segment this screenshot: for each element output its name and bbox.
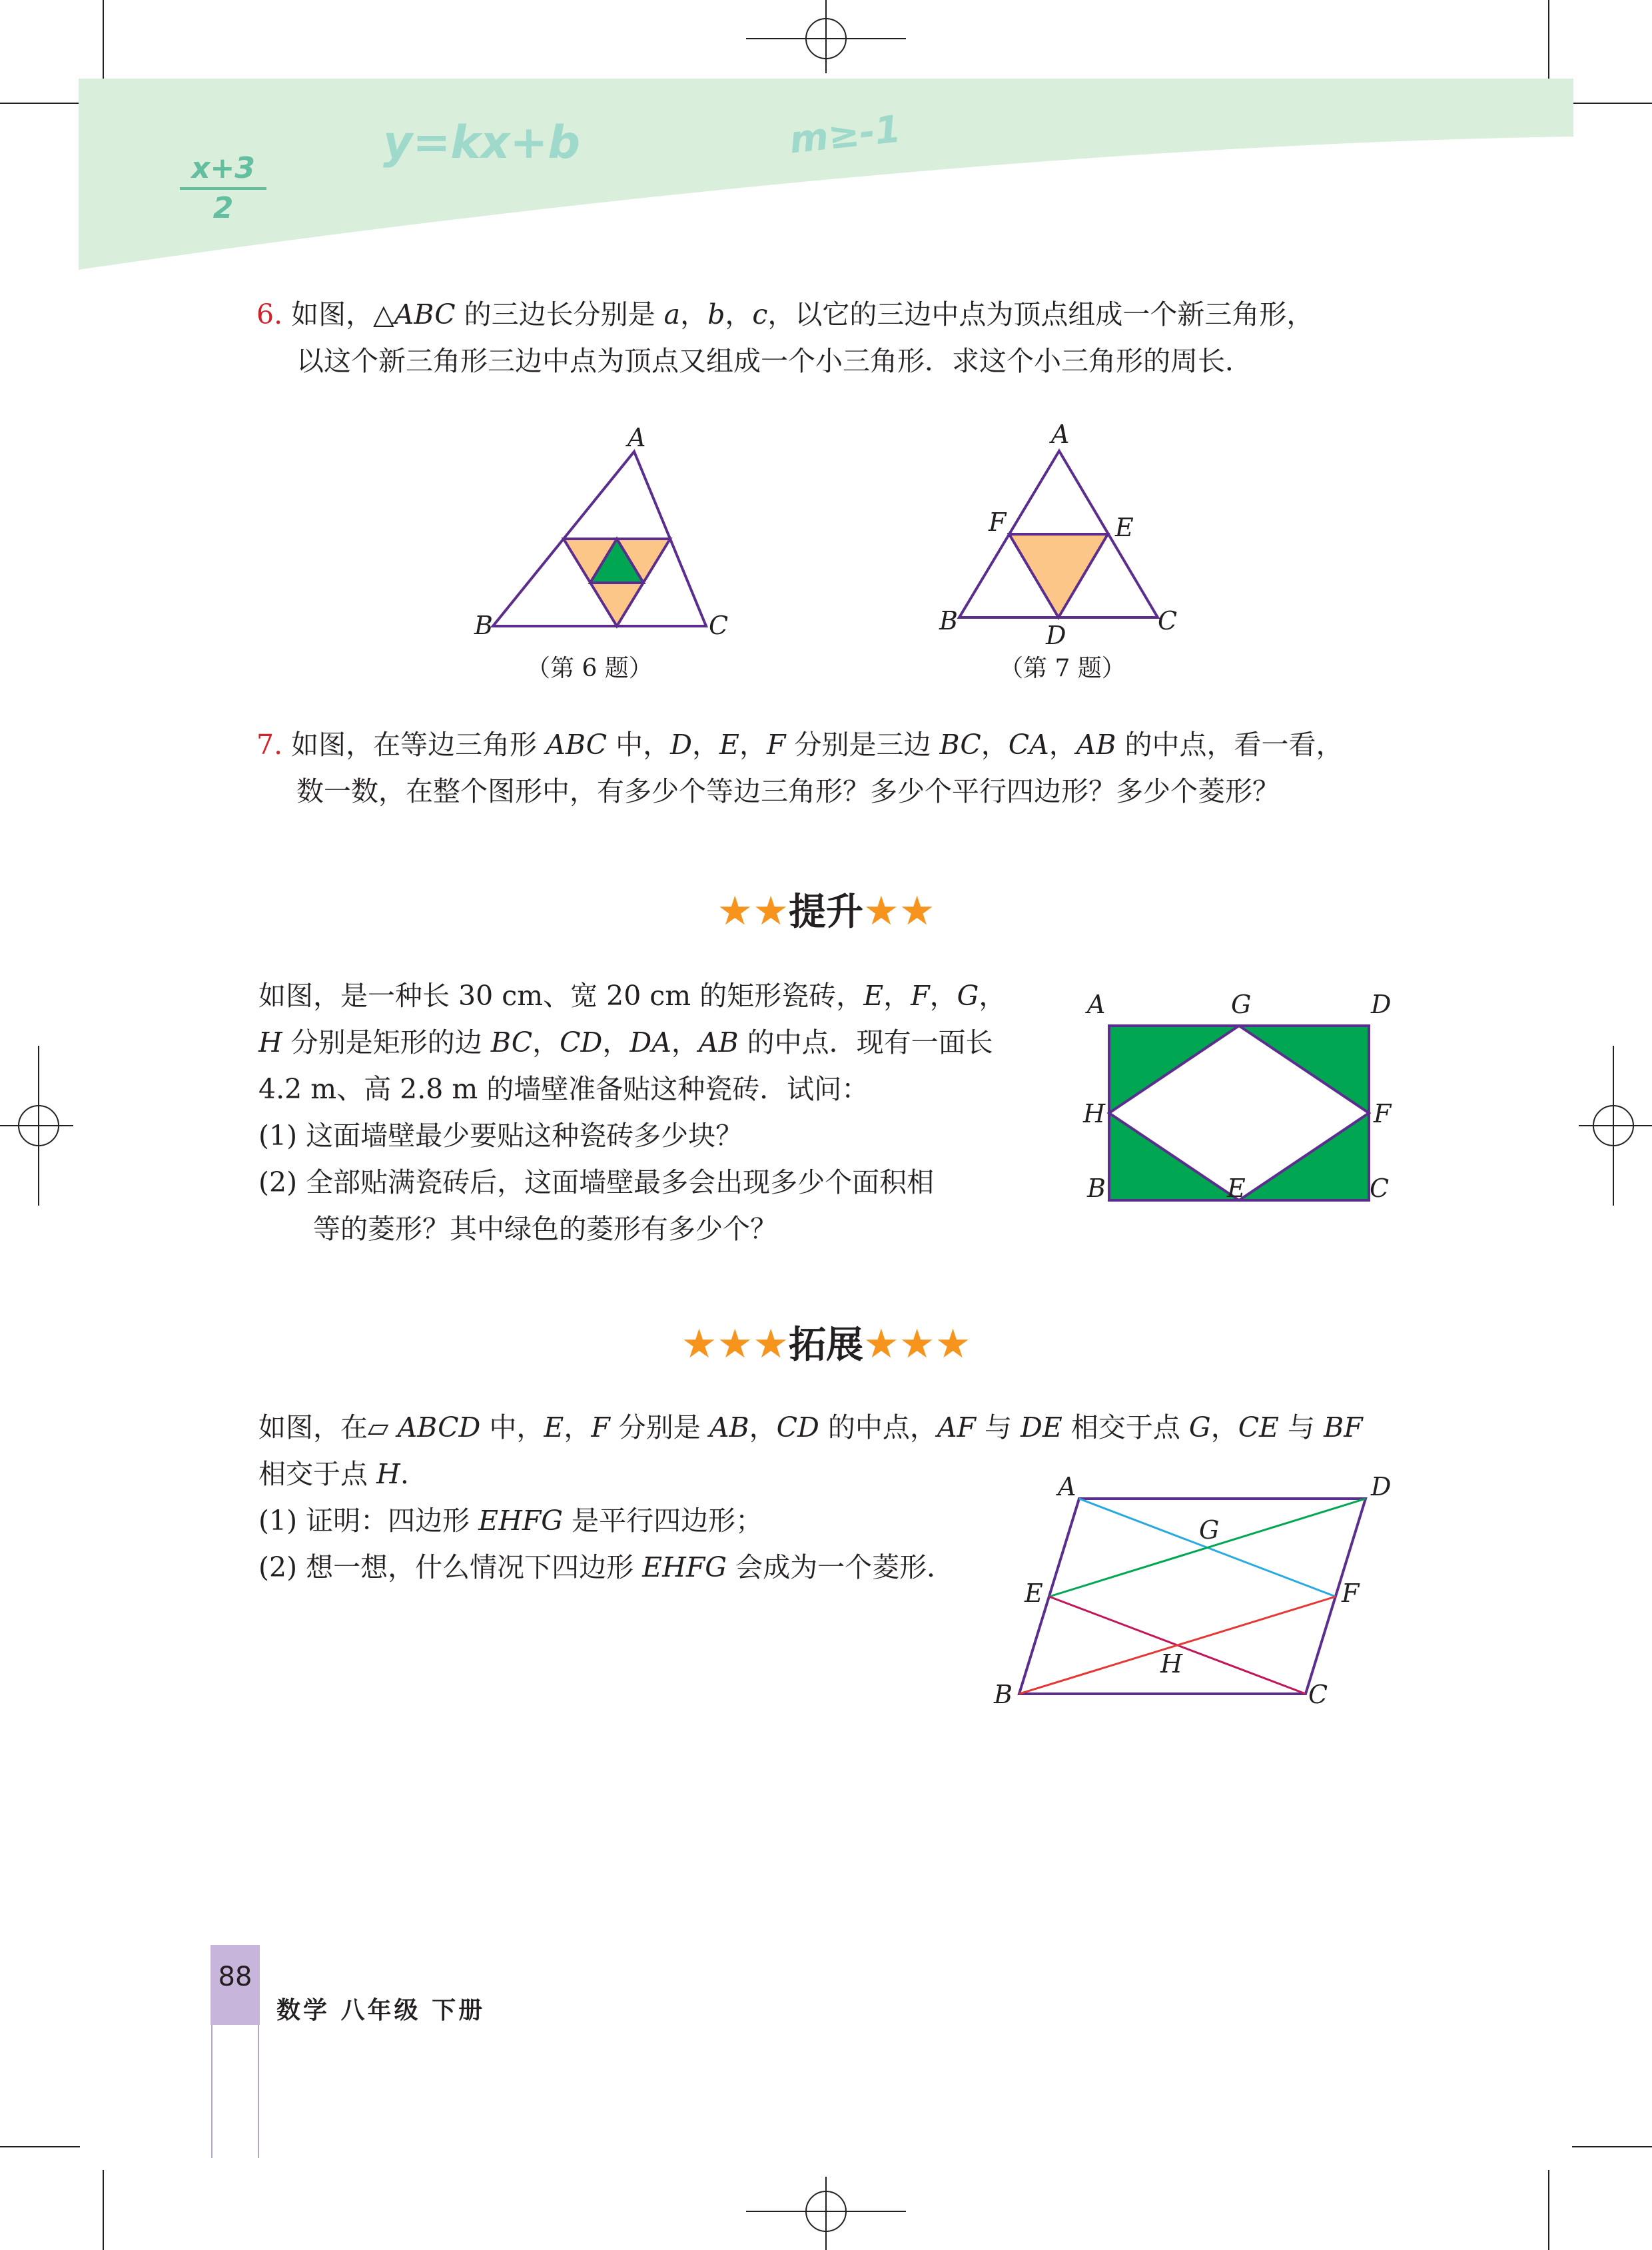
improve-question-2: (2) 全部贴满瓷砖后，这面墙壁最多会出现多少个面积相 — [258, 1166, 935, 1198]
improve-text-line1: 如图，是一种长 30 cm、宽 20 cm 的矩形瓷砖，E，F，G， — [258, 980, 1007, 1012]
header-formula-inequality: m≥-1 — [787, 107, 903, 163]
extend-text-line1: 如图，在▱ ABCD 中，E，F 分别是 AB，CD 的中点，AF 与 DE 相交于点 G，CE 与 BF — [258, 1411, 1363, 1443]
star-icon: ★★★ — [681, 1321, 789, 1367]
problem-6-text: 6. 如图，△ABC 的三边长分别是 a，b，c，以它的三边中点为顶点组成一个新三角形， — [256, 298, 1314, 330]
header-formula-fraction — [180, 150, 266, 227]
vertex-label-f: F — [1374, 1099, 1392, 1128]
vertex-label-c: C — [1370, 1174, 1390, 1203]
problem-number: 7. — [256, 729, 283, 761]
figure-7-caption: （第 7 题） — [999, 655, 1126, 682]
extend-text-line2: 相交于点 H. — [258, 1458, 409, 1490]
vertex-label-a: A — [1087, 990, 1106, 1019]
figure-6-triangles — [453, 420, 746, 673]
problem-7-text: 7. 如图，在等边三角形 ABC 中，D，E，F 分别是三边 BC，CA，AB 的中点，看一看， — [256, 729, 1344, 761]
improve-question-1: (1) 这面墙壁最少要贴这种瓷砖多少块？ — [258, 1120, 743, 1152]
vertex-label-c: C — [1308, 1680, 1328, 1709]
vertex-label-e: E — [1227, 1174, 1246, 1203]
section-title-text: 拓展 — [789, 1323, 863, 1367]
vertex-label-d: D — [1371, 1472, 1392, 1501]
section-title-text: 提升 — [789, 891, 863, 934]
vertex-label-b: B — [994, 1680, 1013, 1709]
vertex-label-b: B — [939, 606, 958, 635]
vertex-label-f: F — [989, 508, 1007, 537]
vertex-label-b: B — [474, 611, 493, 640]
vertex-label-e: E — [1115, 513, 1134, 542]
book-label: 数学 八年级 下册 — [276, 1997, 486, 2024]
header-formula-linear: y=kx+b — [383, 117, 581, 169]
vertex-label-h: H — [1083, 1099, 1106, 1128]
figure-parallelogram — [979, 1469, 1419, 1715]
vertex-label-c: C — [709, 611, 729, 640]
improve-text-line2: H 分别是矩形的边 BC，CD，DA，AB 的中点．现有一面长 — [258, 1026, 993, 1058]
star-icon: ★★★ — [863, 1321, 971, 1367]
figure-6-caption: （第 6 题） — [526, 655, 653, 682]
segment-bf — [1019, 1597, 1336, 1694]
vertex-label-a: A — [1058, 1472, 1076, 1501]
improve-text-line3: 4.2 m、高 2.8 m 的墙壁准备贴这种瓷砖．试问： — [258, 1073, 869, 1105]
extend-question-2: (2) 想一想，什么情况下四边形 EHFG 会成为一个菱形． — [258, 1551, 955, 1583]
vertex-label-b: B — [1087, 1174, 1106, 1203]
vertex-label-e: E — [1025, 1579, 1043, 1608]
vertex-label-d: D — [1046, 621, 1066, 650]
vertex-label-c: C — [1158, 606, 1178, 635]
star-icon: ★★ — [717, 888, 789, 935]
figure-tile-rectangle — [1072, 989, 1432, 1209]
vertex-label-a: A — [627, 423, 646, 452]
vertex-label-d: D — [1371, 990, 1392, 1019]
problem-number: 6. — [256, 298, 283, 330]
vertex-label-f: F — [1342, 1579, 1360, 1608]
fraction-numerator: x+3 — [180, 150, 266, 190]
figure-7-triangles — [926, 416, 1206, 656]
vertex-label-h: H — [1160, 1649, 1183, 1679]
star-icon: ★★ — [863, 888, 935, 935]
vertex-label-g: G — [1231, 990, 1252, 1019]
section-title-improve — [0, 883, 1652, 936]
fraction-denominator: 2 — [212, 191, 234, 225]
vertex-label-a: A — [1051, 420, 1070, 449]
extend-question-1: (1) 证明：四边形 EHFG 是平行四边形； — [258, 1505, 763, 1537]
parallelogram-abcd — [1019, 1499, 1366, 1694]
vertex-label-g: G — [1199, 1515, 1220, 1545]
section-title-extend — [0, 1315, 1652, 1369]
problem-6-text-line2: 以这个新三角形三边中点为顶点又组成一个小三角形．求这个小三角形的周长． — [296, 345, 1252, 377]
segment-de — [1049, 1499, 1366, 1597]
problem-7-text-line2: 数一数，在整个图形中，有多少个等边三角形？多少个平行四边形？多少个菱形？ — [296, 775, 1280, 807]
page-number: 88 — [218, 1962, 252, 1992]
improve-question-2-cont: 等的菱形？其中绿色的菱形有多少个？ — [313, 1213, 777, 1245]
footer-rule — [210, 2025, 264, 2158]
